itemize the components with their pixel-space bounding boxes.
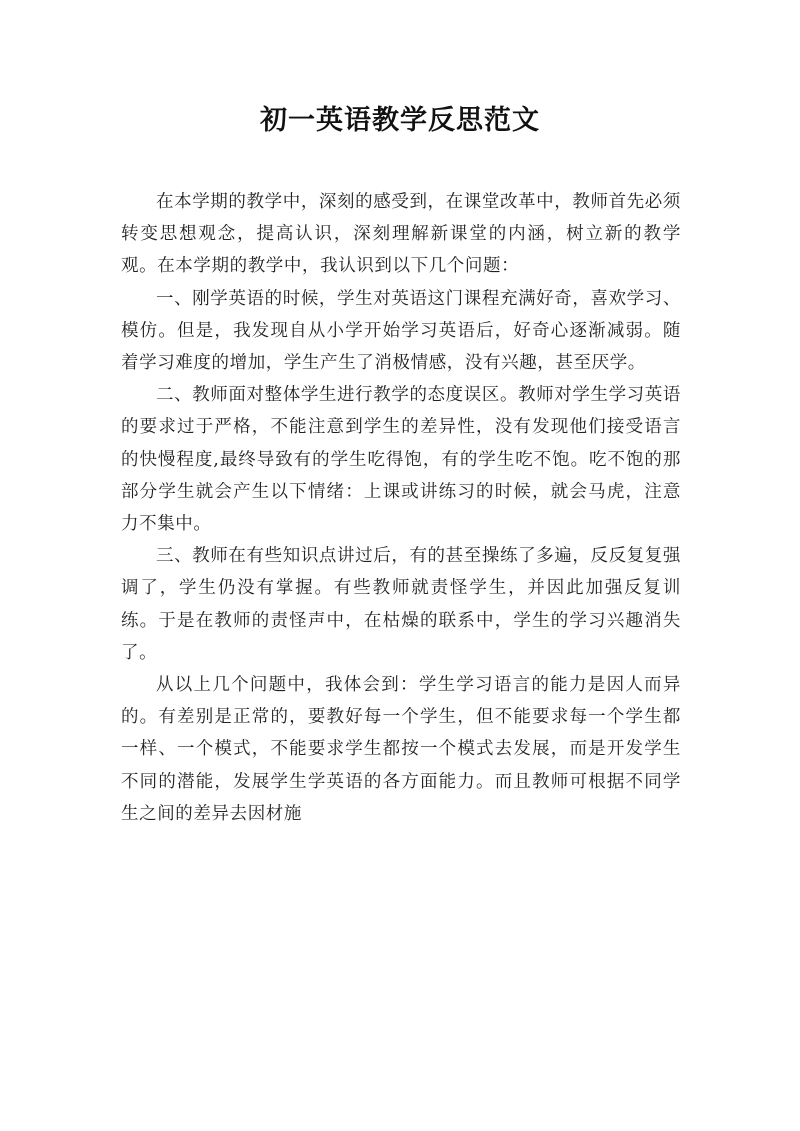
paragraph-conclusion: 从以上几个问题中，我体会到：学生学习语言的能力是因人而异的。有差别是正常的，要教好每一个学生，但不能要求每一个学生都一样、一个模式，不能要求学生都按一个模式去发展，而是开发学生不同的潜能，发展学生学英语的各方面能力。而且教师可根据不同学生之间的差异去因材施 xyxy=(121,675,681,824)
paragraph-point-three: 三、教师在有些知识点讲过后，有的甚至操练了多遍，反反复复强调了，学生仍没有掌握。有些教师就责怪学生，并因此加强反复训练。于是在教师的责怪声中，在枯燥的联系中，学生的学习兴趣消失了。 xyxy=(121,546,681,663)
paragraph-point-two: 二、教师面对整体学生进行教学的态度误区。教师对学生学习英语的要求过于严格，不能注意到学生的差异性，没有发现他们接受语言的快慢程度,最终导致有的学生吃得饱，有的学生吃不饱。吃不饱的那部分学生就会产生以下情绪：上课或讲练习的时候，就会马虎，注意力不集中。 xyxy=(121,385,681,535)
paragraph-intro: 在本学期的教学中，深刻的感受到，在课堂改革中，教师首先必须转变思想观念，提高认识，深刻理解新课堂的内涵，树立新的教学观。在本学期的教学中，我认识到以下几个问题： xyxy=(121,192,681,277)
page-title: 初一英语教学反思范文 xyxy=(260,105,540,136)
document-body xyxy=(121,186,681,830)
paragraph-point-one: 一、刚学英语的时候，学生对英语这门课程充满好奇，喜欢学习、模仿。但是，我发现自从小学开始学习英语后，好奇心逐渐减弱。随着学习难度的增加，学生产生了消极情感，没有兴趣，甚至厌学。 xyxy=(121,288,681,374)
